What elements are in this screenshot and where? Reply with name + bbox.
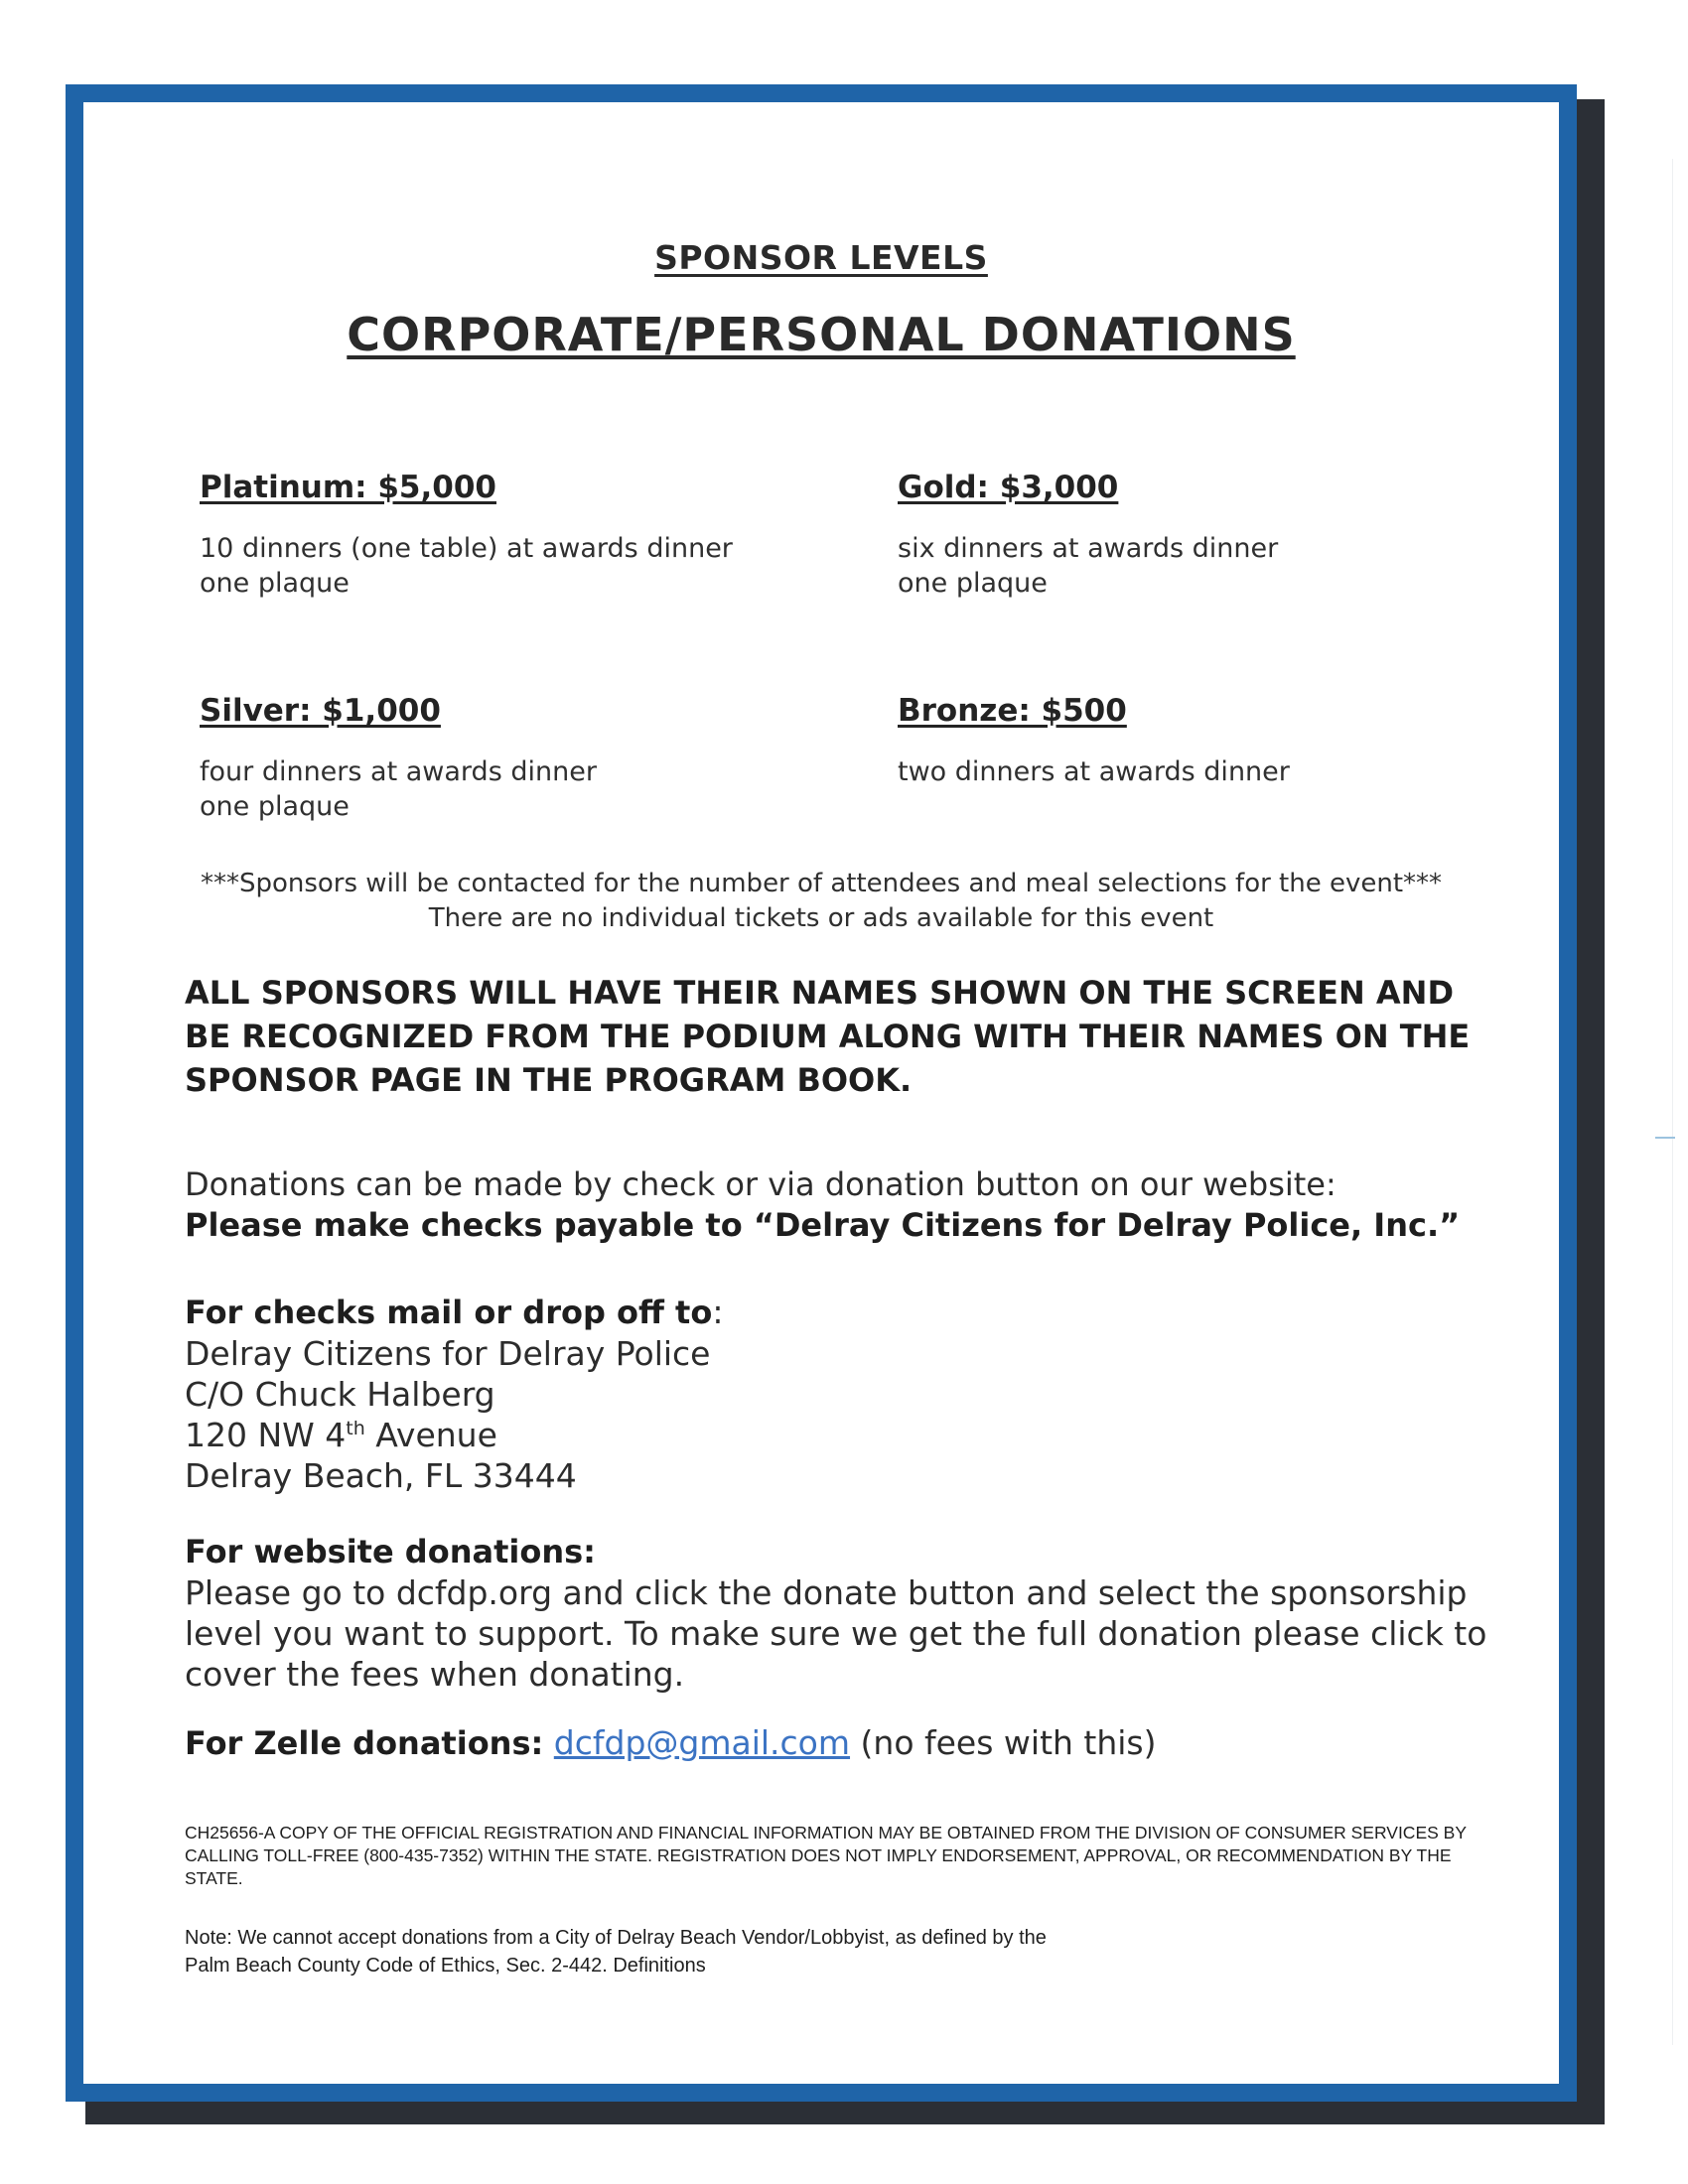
tier-platinum-benefit: 10 dinners (one table) at awards dinner [200,533,733,564]
tier-silver [200,693,815,824]
contact-note: ***Sponsors will be contacted for the number of attendees and meal selections for the event*** [200,869,1443,898]
tier-gold [898,470,1513,601]
page-title: SPONSOR LEVELS [654,238,988,277]
tier-silver-benefit: four dinners at awards dinner [200,756,597,787]
sponsor-notes [83,867,1559,936]
tier-bronze-title: Bronze: $500 [898,693,1127,729]
website-donations-text: Please go to dcfdp.org and click the donate button and select the sponsorship level you want to support. To make sure we get the full donation please click to cover the fees when donating. [185,1573,1487,1694]
website-donation-section [185,1532,1505,1695]
tier-gold-title: Gold: $3,000 [898,470,1119,505]
flyer-page [83,102,1559,2084]
recognition-statement: ALL SPONSORS WILL HAVE THEIR NAMES SHOWN ON THE SCREEN AND BE RECOGNIZED FROM THE PODIUM ALONG WITH THEIR NAMES ON THE SPONSOR PAGE IN THE PROGRAM BOOK. [185,974,1471,1099]
mailing-label-colon: : [712,1293,724,1331]
tier-platinum-title: Platinum: $5,000 [200,470,496,505]
tier-gold-benefit: six dinners at awards dinner [898,533,1279,564]
address-line: C/O Chuck Halberg [185,1375,495,1414]
tier-platinum-benefit: one plaque [200,568,350,599]
mailing-label: For checks mail or drop off to [185,1294,713,1331]
website-donations-label: For website donations: [185,1533,596,1570]
tier-bronze-benefit: two dinners at awards dinner [898,756,1290,787]
donation-intro: Donations can be made by check or via donation button on our website: [185,1165,1336,1203]
zelle-no-fees: (no fees with this) [860,1723,1157,1762]
address-line: Delray Citizens for Delray Police [185,1334,711,1373]
zelle-label: For Zelle donations: [185,1724,544,1762]
address-line: Delray Beach, FL 33444 [185,1456,577,1495]
tier-silver-benefit: one plaque [200,791,350,822]
vendor-note-line: Note: We cannot accept donations from a City of Delray Beach Vendor/Lobbyist, as defined by the [185,1927,1047,1949]
donation-intro-section [185,1164,1505,1246]
tier-silver-title: Silver: $1,000 [200,693,441,729]
tier-platinum [200,470,815,601]
checks-payable-note: Please make checks payable to “Delray Citizens for Delray Police, Inc.” [185,1206,1461,1244]
scan-edge-mark [1655,1137,1675,1139]
zelle-section [185,1722,1505,1764]
registration-disclaimer: CH25656-A COPY OF THE OFFICIAL REGISTRATION AND FINANCIAL INFORMATION MAY BE OBTAINED FROM THE DIVISION OF CONSUMER SERVICES BY CALLING TOLL-FREE (800-435-7352) WITHIN THE STATE. REGISTRATION DOES NOT IMPLY ENDORSEMENT, APPROVAL, OR RECOMMENDATION BY THE STATE. [185,1823,1467,1888]
page-subtitle: CORPORATE/PERSONAL DONATIONS [347,308,1296,361]
vendor-note-line: Palm Beach County Code of Ethics, Sec. 2-442. Definitions [185,1955,706,1977]
zelle-email-link[interactable]: dcfdp@gmail.com [553,1723,851,1762]
vendor-note [185,1924,1376,1979]
tier-bronze [898,693,1513,789]
mailing-address-section [185,1292,1505,1496]
address-street: 120 NW 4th Avenue [185,1416,497,1454]
no-tickets-note: There are no individual tickets or ads available for this event [428,903,1214,933]
tier-gold-benefit: one plaque [898,568,1048,599]
scan-edge-line [1672,159,1673,2045]
